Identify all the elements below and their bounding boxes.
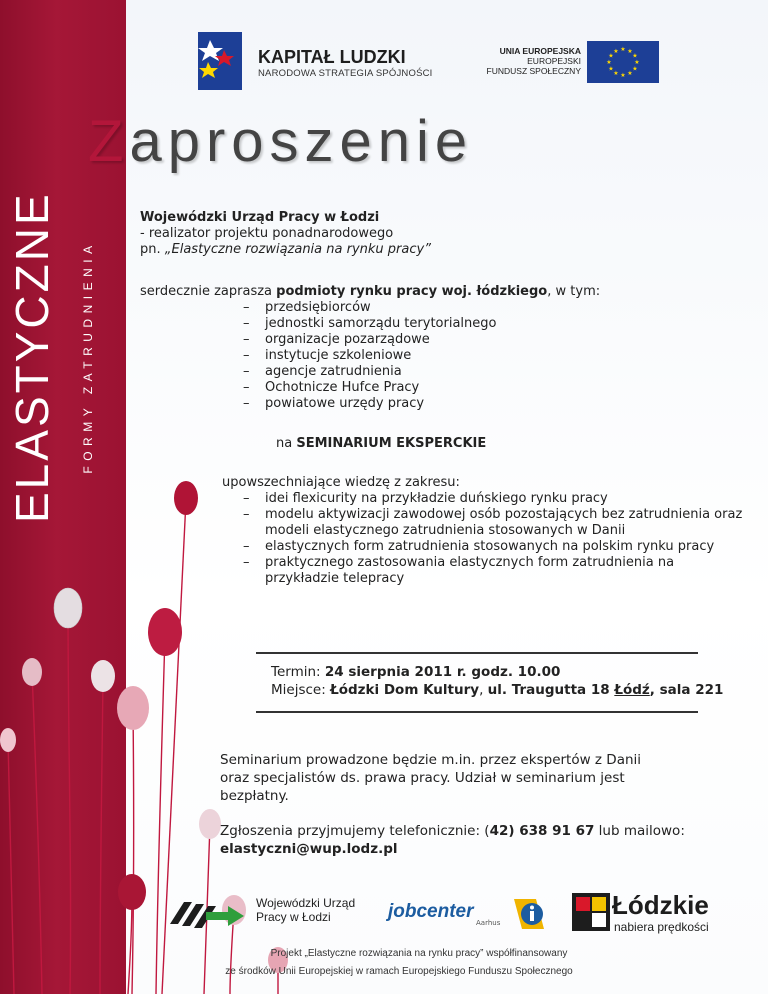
seminar-prefix: na — [276, 436, 297, 451]
event-place — [271, 681, 723, 699]
invite-line — [140, 284, 600, 300]
contact-phone[interactable]: 42) 638 91 67 — [489, 823, 595, 839]
jobcenter-info-icon — [508, 895, 548, 933]
list-item: – modelu aktywizacji zawodowej osób pozostających bez zatrudnienia oraz modeli elastycznego zatrudnienia stosowanych w Danii — [243, 507, 743, 539]
place-separator: , — [479, 682, 488, 698]
organizer-role: - realizator projektu ponadnarodowego — [140, 226, 394, 241]
lodzkie-tagline: nabiera prędkości — [614, 920, 709, 934]
contact-paragraph — [220, 822, 685, 858]
experts-line: Seminarium prowadzone będzie m.in. przez ekspertów z Danii — [220, 752, 642, 768]
svg-text:★: ★ — [627, 70, 633, 77]
wup-logo-text — [256, 896, 355, 924]
seminar-line — [276, 436, 486, 452]
svg-text:★: ★ — [620, 72, 626, 79]
brand-wordmark: ELASTYCZNE — [6, 191, 58, 523]
svg-text:★: ★ — [613, 48, 619, 55]
jobcenter-logo-text: jobcenter — [388, 901, 474, 922]
contact-line — [220, 822, 685, 840]
eu-fund-label — [478, 46, 581, 76]
divider-bottom — [256, 711, 698, 713]
contact-email-link[interactable]: elastyczni@wup.lodz.pl — [220, 841, 398, 857]
list-item: – elastycznych form zatrudnienia stosowanych na polskim rynku pracy — [243, 539, 743, 555]
eu-label-line2: EUROPEJSKI — [527, 56, 581, 66]
invite-prefix: serdecznie zaprasza — [140, 284, 277, 299]
term-label: Termin: — [271, 664, 325, 680]
wup-line1: Wojewódzki Urząd — [256, 896, 356, 910]
experts-line: bezpłatny. — [220, 788, 289, 804]
eu-flag-icon — [587, 41, 659, 83]
eu-label-line3: FUNDUSZ SPOŁECZNY — [486, 66, 581, 76]
experts-line: oraz specjalistów ds. prawa pracy. Udział w seminarium jest — [220, 770, 625, 786]
place-room: , sala 221 — [649, 682, 724, 698]
contact-prefix: Zgłoszenia przyjmujemy telefonicznie: ( — [220, 823, 490, 839]
list-item: – praktycznego zastosowania elastycznych form zatrudnienia na przykładzie telepracy — [243, 555, 743, 587]
kapital-ludzki-logo-icon — [196, 30, 244, 92]
page-title — [88, 108, 473, 175]
list-item: – powiatowe urzędy pracy — [243, 396, 496, 412]
list-item: – instytucje szkoleniowe — [243, 348, 496, 364]
invite-target: podmioty rynku pracy woj. łódzkiego — [276, 284, 548, 299]
list-item: – przedsiębiorców — [243, 300, 496, 316]
svg-text:★: ★ — [627, 48, 633, 55]
organizer-name: Wojewódzki Urząd Pracy w Łodzi — [140, 210, 380, 225]
project-prefix: pn. — [140, 242, 165, 257]
experts-paragraph — [220, 751, 641, 805]
wup-line2: Pracy w Łodzi — [256, 910, 331, 924]
list-item: – organizacje pozarządowe — [243, 332, 496, 348]
event-details — [271, 663, 723, 699]
place-city: Łódź — [614, 682, 650, 698]
project-name-line — [140, 242, 431, 258]
divider-top — [256, 652, 698, 654]
svg-text:★: ★ — [632, 52, 638, 60]
place-venue: Łódzki Dom Kultury — [330, 682, 480, 698]
lodzkie-logo-text: Łódzkie — [612, 890, 709, 920]
svg-text:★: ★ — [632, 65, 638, 73]
list-item: – agencje zatrudnienia — [243, 364, 496, 380]
wup-arrow-logo-icon — [166, 896, 246, 932]
kapital-ludzki-subtitle: NARODOWA STRATEGIA SPÓJNOŚCI — [258, 68, 433, 79]
footer-line-1: Projekt „Elastyczne rozwiązania na rynku pracy” współfinansowany — [270, 948, 568, 959]
lodzkie-square-logo-icon — [572, 893, 610, 931]
brand-subtitle: FORMY ZATRUDNIENIA — [81, 240, 95, 474]
place-label: Miejsce: — [271, 682, 331, 698]
svg-text:★: ★ — [608, 52, 614, 60]
topics-intro: upowszechniające wiedzę z zakresu: — [222, 475, 460, 490]
list-item: – jednostki samorządu terytorialnego — [243, 316, 496, 332]
svg-text:★: ★ — [634, 59, 640, 66]
invitee-list — [243, 300, 496, 412]
list-item: – Ochotnicze Hufce Pracy — [243, 380, 496, 396]
intro-block — [140, 210, 431, 258]
jobcenter-subtitle: Aarhus — [476, 919, 501, 927]
svg-text:★: ★ — [620, 46, 626, 53]
topics-list — [243, 491, 743, 587]
list-item: – idei flexicurity na przykładzie duńskiego rynku pracy — [243, 491, 743, 507]
svg-text:★: ★ — [613, 70, 619, 77]
kapital-ludzki-title: KAPITAŁ LUDZKI — [258, 47, 406, 67]
seminar-name: SEMINARIUM EKSPERCKIE — [296, 436, 487, 451]
footer-line-2: ze środków Unii Europejskiej w ramach Europejskiego Funduszu Społecznego — [225, 966, 573, 977]
project-name: „Elastyczne rozwiązania na rynku pracy” — [164, 242, 431, 257]
svg-text:★: ★ — [606, 59, 612, 66]
invite-suffix: , w tym: — [547, 284, 601, 299]
contact-suffix: lub mailowo: — [594, 823, 685, 839]
event-term — [271, 663, 723, 681]
svg-text:★: ★ — [608, 65, 614, 73]
term-value: 24 sierpnia 2011 r. godz. 10.00 — [324, 664, 561, 680]
place-street: ul. Traugutta 18 — [487, 682, 615, 698]
title-first-letter: Z — [88, 109, 130, 174]
eu-label-line1: UNIA EUROPEJSKA — [499, 46, 581, 56]
title-rest: aproszenie — [129, 109, 474, 174]
